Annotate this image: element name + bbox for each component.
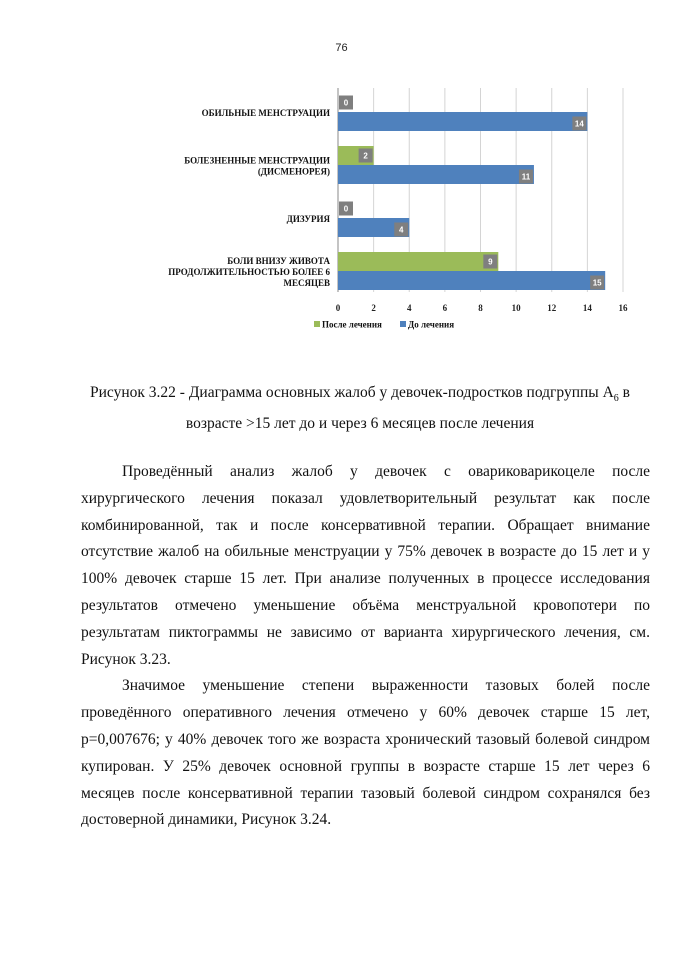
paragraph-1: Проведённый анализ жалоб у девочек с овариковарикоцеле после хирургического лечения показал удовлетворительный результат как после комбинированной, так и после консервативной терапии. Обращает внимание отсутствие жалоб на обильные менструации у 75% девочек в возрасте до 15 лет и у 100% девочек старше 15 лет. При анализе полученных в процессе исследования результатов отмечено уменьшение объёма менструальной кровопотери по результатам пиктограммы не зависимо от варианта хирургического лечения, см. Рисунок 3.23. <box>81 463 650 668</box>
x-tick-label: 14 <box>582 303 592 313</box>
bar <box>338 112 587 131</box>
category-label: МЕСЯЦЕВ <box>283 278 330 288</box>
x-tick-label: 12 <box>547 303 557 313</box>
category-labels <box>168 108 330 288</box>
data-label: 15 <box>592 278 602 288</box>
x-tick-label: 6 <box>442 303 448 313</box>
chart-bars <box>338 96 605 291</box>
bar <box>338 165 534 184</box>
bar <box>338 252 498 271</box>
data-label: 0 <box>343 98 349 108</box>
legend-swatch <box>400 321 406 327</box>
paragraph-2: Значимое уменьшение степени выраженности тазовых болей после проведённого оперативного лечения отмечено у 60% девочек старше 15 лет, p=0,007676; у 40% девочек того же возраста хронический тазовый болевой синдром купирован. У 25% девочек основной группы в возрасте старше 15 лет через 6 месяцев после консервативной терапии тазовый болевой синдром сохранялся без достоверной динамики, Рисунок 3.24. <box>81 677 650 829</box>
data-label: 4 <box>399 225 404 235</box>
bar <box>338 271 605 290</box>
category-label: БОЛИ ВНИЗУ ЖИВОТА <box>227 256 330 266</box>
data-label: 9 <box>488 257 493 267</box>
category-label: БОЛЕЗНЕННЫЕ МЕНСТРУАЦИИ <box>184 155 330 166</box>
x-axis-ticks <box>336 303 628 313</box>
category-label: ОБИЛЬНЫЕ МЕНСТРУАЦИИ <box>201 108 330 118</box>
data-label: 2 <box>363 151 368 161</box>
complaints-bar-chart <box>0 0 683 350</box>
caption-subscript: 6 <box>613 393 619 405</box>
data-label: 0 <box>343 204 349 214</box>
x-tick-label: 16 <box>618 303 628 313</box>
caption-text-end: в возрасте >15 лет до и через 6 месяцев после лечения <box>185 384 630 433</box>
data-label: 11 <box>521 172 531 182</box>
caption-text: Рисунок 3.22 - Диаграмма основных жалоб у девочек-подростков подгруппы А <box>90 384 614 401</box>
body-text <box>81 459 650 834</box>
x-tick-label: 4 <box>407 303 412 313</box>
legend-entry: До лечения <box>408 319 455 330</box>
legend-entry: После лечения <box>322 319 382 330</box>
page-number: 76 <box>335 42 348 54</box>
legend-swatch <box>314 321 320 327</box>
x-tick-label: 2 <box>371 303 376 313</box>
data-label: 14 <box>574 119 584 129</box>
x-tick-label: 8 <box>478 303 483 313</box>
category-label: (ДИСМЕНОРЕЯ) <box>257 166 330 177</box>
chart-legend <box>314 320 454 330</box>
x-tick-label: 0 <box>335 303 341 313</box>
category-label: ПРОДОЛЖИТЕЛЬНОСТЬЮ БОЛЕЕ 6 <box>168 267 330 277</box>
x-tick-label: 10 <box>511 303 521 313</box>
figure-caption <box>70 380 650 436</box>
category-label: ДИЗУРИЯ <box>286 214 330 224</box>
